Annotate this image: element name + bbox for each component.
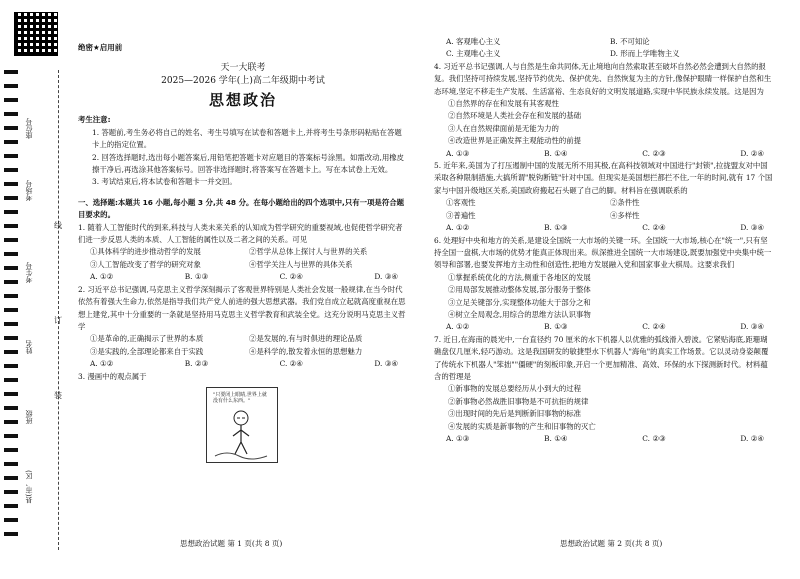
q7-answers [434,433,774,445]
cut-mark-bind: 订 [54,316,62,325]
answer-choice: B. ①③ [544,322,568,332]
answer-choice: C. 主观唯心主义 [446,49,501,59]
option: ④改造世界是正确发挥主观能动性的前提 [448,136,582,146]
answer-choice: D. ③④ [374,272,398,282]
county-label: 县(市、区) [25,470,33,504]
answer-choice: B. ②③ [184,359,209,369]
option: ④多样性 [610,210,640,220]
q2-options [78,333,408,358]
left-column [78,62,408,463]
footer-left: 思想政治试题 第 1 页(共 8 页) [180,539,283,548]
answer-choice: D. ②④ [740,434,764,443]
option: ①客观性 [446,198,476,208]
option: ③立足关键部分,实现整体功能大于部分之和 [448,297,591,307]
option: ①是革命的,正确揭示了世界的本质 [90,334,204,344]
option: ①具体科学的进步推动哲学的发展 [90,247,201,257]
q3-answers [434,36,774,61]
room-label: 考场号 [25,180,33,201]
option: ②新事物必然战胜旧事物是不可抗拒的规律 [448,396,589,406]
answer-choice: A. ①② [90,272,114,282]
binding-line [58,70,59,550]
notice-title: 考生注意: [78,115,111,125]
answer-choice: C. ②④ [642,223,666,233]
notice-item: 1. 答题前,考生务必将自己的姓名、考生号填写在试卷和答题卡上,并将考生号条形码粘贴在答题卡上的指定位置。 [92,127,402,150]
q6-stem: 6. 处理好中央和地方的关系,是建设全国统一大市场的关键一环。全国统一大市场,核心在"统一",只有坚持全国一盘棋,大市场的优势才能真正体现出来。纵深推进全国统一大市场建设,既要加强党中央集中统一领导和部署,也要发挥地方主动性和创造性,把地方发展融入党和国家事业大棋局。这要求我们 [434,235,772,270]
section-heading: 一、选择题:本题共 16 小题,每小题 3 分,共 48 分。在每小题给出的四个选项中,只有一项是符合题目要求的。 [78,197,404,220]
answer-choice: C. ②③ [642,148,666,158]
figure-closed-eyes-icon [207,406,275,460]
name-label: 姓名 [25,340,33,354]
q7-stem: 7. 近日,在海南的晨光中,一台直径约 70 厘米的水下机器人以优雅的弧线滑入碧波。它紧贴海底,距珊瑚礁盘仅几厘米,轻巧游动。这是我国研发的敏捷型水下机器人"海龟"的真实工作场景。它以灵动身姿颠覆了传统水下机器人"笨拙""僵硬"的刻板印象,开启一个更加精准、高效、环保的水下探测新时代。材料蕴含的哲理是 [434,334,769,381]
notice-item: 2. 回答选择题时,选出每小题答案后,用铅笔把答题卡对应题目的答案标号涂黑。如需改动,用橡皮擦干净后,再选涂其他答案标号。回答非选择题时,将答案写在答题卡上。写在本试卷上无效。 [92,152,405,175]
option: ②哲学从总体上探讨人与世界的关系 [249,247,368,257]
secret-mark: 绝密★启用前 [78,43,123,52]
cut-mark-staple: 装 [54,391,62,400]
answer-choice: A. ①③ [446,148,470,158]
cartoon-image [206,387,278,463]
notice-item: 3. 考试结束后,将本试卷和答题卡一并交回。 [92,177,237,187]
option: ②是发展的,有与时俱进的理论品质 [249,334,363,344]
option: ②条件性 [610,198,640,208]
option: ③人工智能改变了哲学的研究对象 [90,259,201,269]
answer-choice: B. ①④ [544,148,568,158]
answer-choice: D. 形而上学唯物主义 [610,49,680,59]
option: ④树立全局观念,用综合的思维方法认识事物 [448,309,591,319]
answer-choice: C. ②④ [642,322,666,332]
answer-choice: D. ③④ [740,223,764,233]
option: ④哲学关注人与世界的具体关系 [249,259,353,269]
q4-answers [434,148,774,160]
option: ②用局部发展推动整体发展,部分服务于整体 [448,285,591,295]
q2-answers [78,358,408,370]
answer-choice: C. ②③ [642,434,666,443]
option: ③出现时间的先后是判断新旧事物的标准 [448,409,582,419]
cartoon-caption: "只要闭上眼睛,世界上就没有什么东西。" [213,391,267,404]
answer-choice: A. ①② [446,322,470,332]
answer-choice: D. ②④ [740,148,764,158]
subject-title: 思想政治 [208,91,277,109]
binding-strip [0,0,70,579]
answer-choice: A. ①② [446,223,470,233]
answer-choice: C. ②④ [279,359,303,369]
answer-choice: D. ③④ [374,359,398,369]
barcode-strip [4,70,18,540]
cut-mark-line: 线 [54,221,62,230]
q1-options [78,246,408,271]
option: ①自然界的存在和发展有其客观性 [448,99,559,109]
option: ①掌握系统优化的方法,侧重于各地区的发展 [448,272,591,282]
option: ①新事物的发展总要经历从小到大的过程 [448,384,582,394]
option: ③人在自然规律面前是无能为力的 [448,123,559,133]
q5-answers [434,222,774,234]
q5-stem: 5. 近年来,美国为了打压遏制中国的发展无所不用其极,在高科技领域对中国进行"封锁",拉拢盟友对中国采取各种限制措施,大搞所谓"脱钩断链"针对中国。但现实是美国想拦都拦不住,一年的时间,就有 17 个国家与中国升级地区关系,美国政府搬起石头砸了自己的脚。材料旨在强调联系的 [434,161,773,195]
answer-choice: B. ①③ [544,223,568,233]
union-title: 天一大联考 [220,63,266,73]
right-column [434,36,774,445]
seat-label: 座位号 [25,118,33,139]
exam-title: 2025—2026 学年(上)高二年级期中考试 [161,76,325,86]
option: ③是实践的,全部理论都来自于实践 [90,346,204,356]
answer-choice: D. ③④ [740,322,764,332]
footer-right: 思想政治试题 第 2 页(共 8 页) [560,539,663,548]
option: ②自然环境是人类社会存在和发展的基础 [448,111,582,121]
answer-choice: A. 客观唯心主义 [446,37,501,46]
class-label: 班级 [25,410,33,424]
q1-answers [78,271,408,283]
q5-options [434,197,774,222]
option: ③普遍性 [446,210,476,220]
q3-stem: 3. 漫画中的观点属于 [78,371,147,381]
option: ④是科学的,散发着永恒的思想魅力 [249,346,363,356]
q2-stem: 2. 习近平总书记强调,马克思主义哲学深刻揭示了客观世界特别是人类社会发展一般规律,在当今时代依然有着强大生命力,依然是指导我们共产党人前进的强大思想武器。我们党自成立起就高度重视在思想上建党,其中十分重要的一条就是坚持用马克思主义哲学教育和武装全党。这充分说明马克思主义哲学 [78,284,406,331]
answer-choice: B. ①③ [184,272,209,282]
answer-choice: B. ①④ [544,434,568,443]
q1-stem: 1. 随着人工智能时代的到来,科技与人类未来关系的认知成为哲学研究的重要视域,也促使哲学研究者们进一步反思人类的本质、人工智能的属性以及二者之间的关系。可见 [78,222,403,245]
option: ④发展的实质是新事物的产生和旧事物的灭亡 [448,421,596,431]
answer-choice: B. 不可知论 [610,37,650,46]
q4-stem: 4. 习近平总书记强调,人与自然是生命共同体,无止境地向自然索取甚至破坏自然必然会遭到大自然的报复。我们坚持可持续发展,坚持节约优先、保护优先、自然恢复为主的方针,像保护眼睛一样保护自然和生态环境,坚定不移走生产发展、生活富裕、生态良好的文明发展道路,实现中华民族永续发展。这是因为 [434,61,772,96]
candidate-label: 考生号 [25,262,33,283]
answer-choice: A. ①② [90,359,114,369]
qr-code-icon [14,12,58,56]
q6-answers [434,321,774,333]
answer-choice: C. ②④ [279,272,303,282]
answer-choice: A. ①③ [446,434,470,443]
